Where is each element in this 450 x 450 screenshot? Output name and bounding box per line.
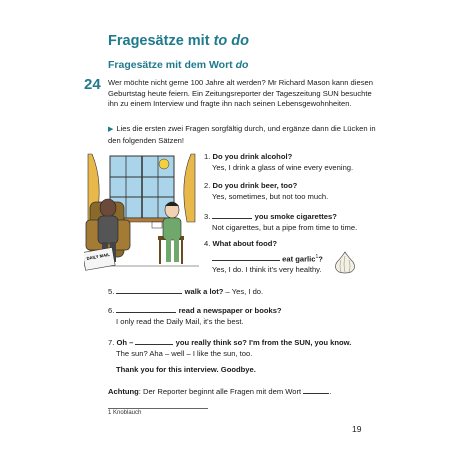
answer-blank-5[interactable] (116, 285, 182, 294)
footnote-divider (108, 408, 208, 409)
garlic-icon (331, 250, 359, 274)
page-title: Fragesätze mit to do (108, 33, 250, 49)
newspaper-label: DAILY MAIL (86, 251, 111, 261)
note-achtung: Achtung: Der Reporter beginnt alle Fragen mit dem Wort . (108, 387, 332, 396)
question-7: 7. Oh – you really think so? I'm from the SUN, you know. The sun? Aha – well – I like the sun, too. Thank you for this interview. Goodbye. (108, 338, 352, 374)
exercise-instruction: ▶ Lies die ersten zwei Fragen sorgfältig durch, und ergänze dann die Lücken in den folgenden Sätzen! (108, 124, 376, 145)
footnote: 1 Knoblauch (108, 410, 142, 416)
exercise-intro: Wer möchte nicht gerne 100 Jahre alt werden? Mr Richard Mason kann diesen Geburtstag heute feiern. Ein Zeitungsreporter der Tageszeitung SUN besuchte ihn zu einem Interview und fragte ihn nach seinen Lebensgewohnheiten. (108, 78, 373, 109)
answer-blank-7[interactable] (135, 336, 173, 345)
question-3: 3. you smoke cigarettes? Not cigarettes, but a pipe from time to time. (204, 212, 358, 232)
answer-blank-4[interactable] (212, 252, 280, 261)
question-2: 2. Do you drink beer, too? Yes, sometimes, but not too much. (204, 181, 329, 201)
question-4: 4. What about food? eat garlic$^1$? Yes, I do. I think it's very healthy. (204, 239, 323, 274)
page-number: 19 (352, 424, 362, 434)
question-6: 6. read a newspaper or books? I only read the Daily Mail, it's the best. (108, 306, 282, 326)
interview-illustration (84, 152, 199, 272)
question-5: 5. walk a lot? – Yes, I do. (108, 287, 264, 296)
exercise-number: 24 (84, 76, 101, 93)
section-subtitle: Fragesätze mit dem Wort do (108, 59, 249, 71)
answer-blank-6[interactable] (116, 304, 176, 313)
answer-blank-3[interactable] (212, 210, 252, 219)
triangle-bullet-icon: ▶ (108, 126, 114, 133)
question-1: 1. Do you drink alcohol? Yes, I drink a glass of wine every evening. (204, 152, 354, 172)
answer-blank-note[interactable] (303, 385, 329, 394)
